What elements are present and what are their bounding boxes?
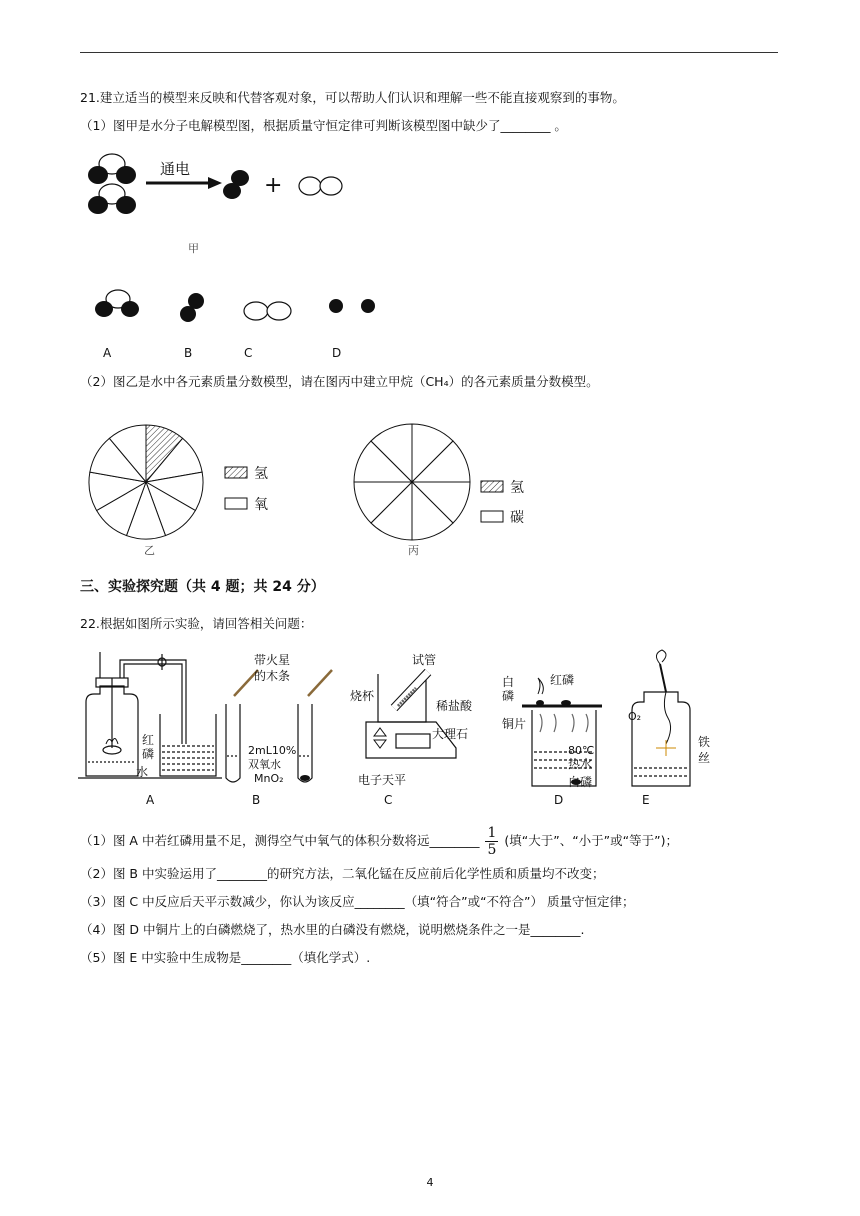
option-a-label: A: [103, 346, 112, 360]
legend-carbon-label: 碳: [510, 510, 524, 526]
water-molecule-2: [88, 184, 136, 214]
figure-b-label-peroxide: 双氧水: [248, 758, 281, 771]
legend-hydrogen-label: 氢: [510, 480, 524, 496]
q21-options: [80, 285, 400, 365]
q21-intro: 21.建立适当的模型来反映和代替客观对象，可以帮助人们认识和理解一些不能直接观察到的事物。: [80, 90, 625, 105]
option-b-label: B: [184, 346, 193, 360]
red-phosphorus-on-plate: [561, 700, 571, 706]
q22-part1-post: (填“大于”、“小于”或“等于”)；: [504, 833, 678, 848]
figure-b-label-spark: 带火星: [254, 653, 291, 667]
figure-bing-pie: [352, 408, 572, 558]
figure-e-label-iron: 铁: [698, 735, 711, 749]
figure-b-label-stick: 的木条: [254, 669, 291, 683]
figure-b-caption: B: [252, 793, 261, 807]
pie-bing-slices: [354, 424, 470, 540]
figure-a-label-water: 水: [136, 765, 149, 779]
hydrogen-molecule: [223, 170, 249, 199]
page-number: 4: [426, 1176, 434, 1189]
figure-b-label-volume: 2mL10%: [248, 744, 297, 757]
figure-d-caption: D: [554, 793, 564, 807]
q22-part3: （3）图 C 中反应后天平示数减少，你认为该反应________（填“符合”或“不符合”） 质量守恒定律；: [80, 894, 635, 909]
figure-d-label-phosphorus: 磷: [502, 689, 515, 703]
figure-a-label-red: 红: [142, 733, 155, 747]
legend-carbon-swatch: [481, 511, 503, 522]
figure-yi-caption: 乙: [144, 544, 155, 557]
fraction-numerator: 1: [487, 825, 497, 841]
header-rule: [80, 52, 778, 53]
figure-c-caption: C: [384, 793, 393, 807]
figure-e-label-o2: O₂: [628, 710, 642, 723]
water-molecule-1: [88, 154, 136, 184]
figure-c-label-marble: 大理石: [432, 727, 469, 741]
oxygen-molecule: [299, 177, 342, 195]
figure-jia-electrolysis: [80, 150, 380, 260]
legend-hydrogen-label: 氢: [254, 466, 268, 482]
figure-c-label-tube: 试管: [412, 653, 437, 667]
q21-part1: （1）图甲是水分子电解模型图，根据质量守恒定律可判断该模型图中缺少了________ 。: [80, 118, 567, 133]
fraction-denominator: 5: [487, 842, 497, 858]
pie-yi-slices: [89, 425, 203, 539]
option-c-label: C: [244, 346, 253, 360]
q22-part4: （4）图 D 中铜片上的白磷燃烧了，热水里的白磷没有燃烧，说明燃烧条件之一是________.: [80, 922, 585, 937]
q22-intro: 22.根据如图所示实验，请回答相关问题：: [80, 616, 313, 631]
fraction-one-fifth: [485, 826, 498, 857]
option-d-model: [329, 299, 375, 313]
figure-c-apparatus: [366, 672, 456, 758]
figure-jia-caption: 甲: [188, 242, 199, 255]
figure-yi-pie: [88, 408, 308, 558]
figure-c-label-balance: 电子天平: [358, 773, 407, 787]
figure-c-label-acid: 稀盐酸: [436, 699, 473, 713]
legend-hydrogen-swatch: [481, 481, 503, 492]
q21-part2: （2）图乙是水中各元素质量分数模型，请在图丙中建立甲烷（CH₄）的各元素质量分数模型。: [80, 374, 599, 389]
q22-part2: （2）图 B 中实验运用了________的研究方法，二氧化锰在反应前后化学性质和质量均不改变；: [80, 866, 605, 881]
figure-a-label-phosphorus: 磷: [142, 747, 155, 761]
figure-e-caption: E: [642, 793, 650, 807]
q22-experiment-figures: [76, 648, 716, 810]
option-c-model: [244, 302, 291, 320]
plus-sign: +: [264, 173, 283, 198]
figure-bing-caption: 丙: [408, 544, 419, 557]
option-d-label: D: [332, 346, 342, 360]
figure-e-label-wire: 丝: [698, 751, 711, 765]
q22-part1: [80, 826, 678, 857]
figure-b-label-mno2: MnO₂: [254, 772, 284, 785]
figure-c-label-beaker: 烧杯: [350, 689, 375, 703]
q22-part1-pre: （1）图 A 中若红磷用量不足，测得空气中氧气的体积分数将远________: [80, 833, 480, 848]
figure-d-label-white: 白: [502, 675, 515, 689]
legend-hydrogen-swatch: [225, 467, 247, 478]
figure-a-caption: A: [146, 793, 155, 807]
arrow-label: 通电: [160, 160, 191, 178]
section-3-title: 三、实验探究题（共 4 题；共 24 分）: [80, 579, 325, 595]
option-a-model: [95, 290, 139, 317]
option-b-model: [180, 293, 204, 322]
figure-d-label-copper: 铜片: [502, 717, 527, 731]
figure-d-label-white-phosphorus: 白磷: [568, 775, 593, 789]
figure-d-label-hot-water: 热水: [568, 757, 593, 771]
reaction-arrow: [146, 177, 222, 189]
white-phosphorus-on-plate: [536, 700, 544, 706]
q22-part5: （5）图 E 中实验中生成物是________（填化学式）.: [80, 950, 371, 965]
figure-d-label-temp: 80℃: [568, 744, 595, 757]
legend-oxygen-swatch: [225, 498, 247, 509]
mno2-powder: [300, 775, 310, 781]
figure-d-label-red-phosphorus: 红磷: [550, 673, 575, 687]
legend-oxygen-label: 氧: [254, 497, 268, 513]
